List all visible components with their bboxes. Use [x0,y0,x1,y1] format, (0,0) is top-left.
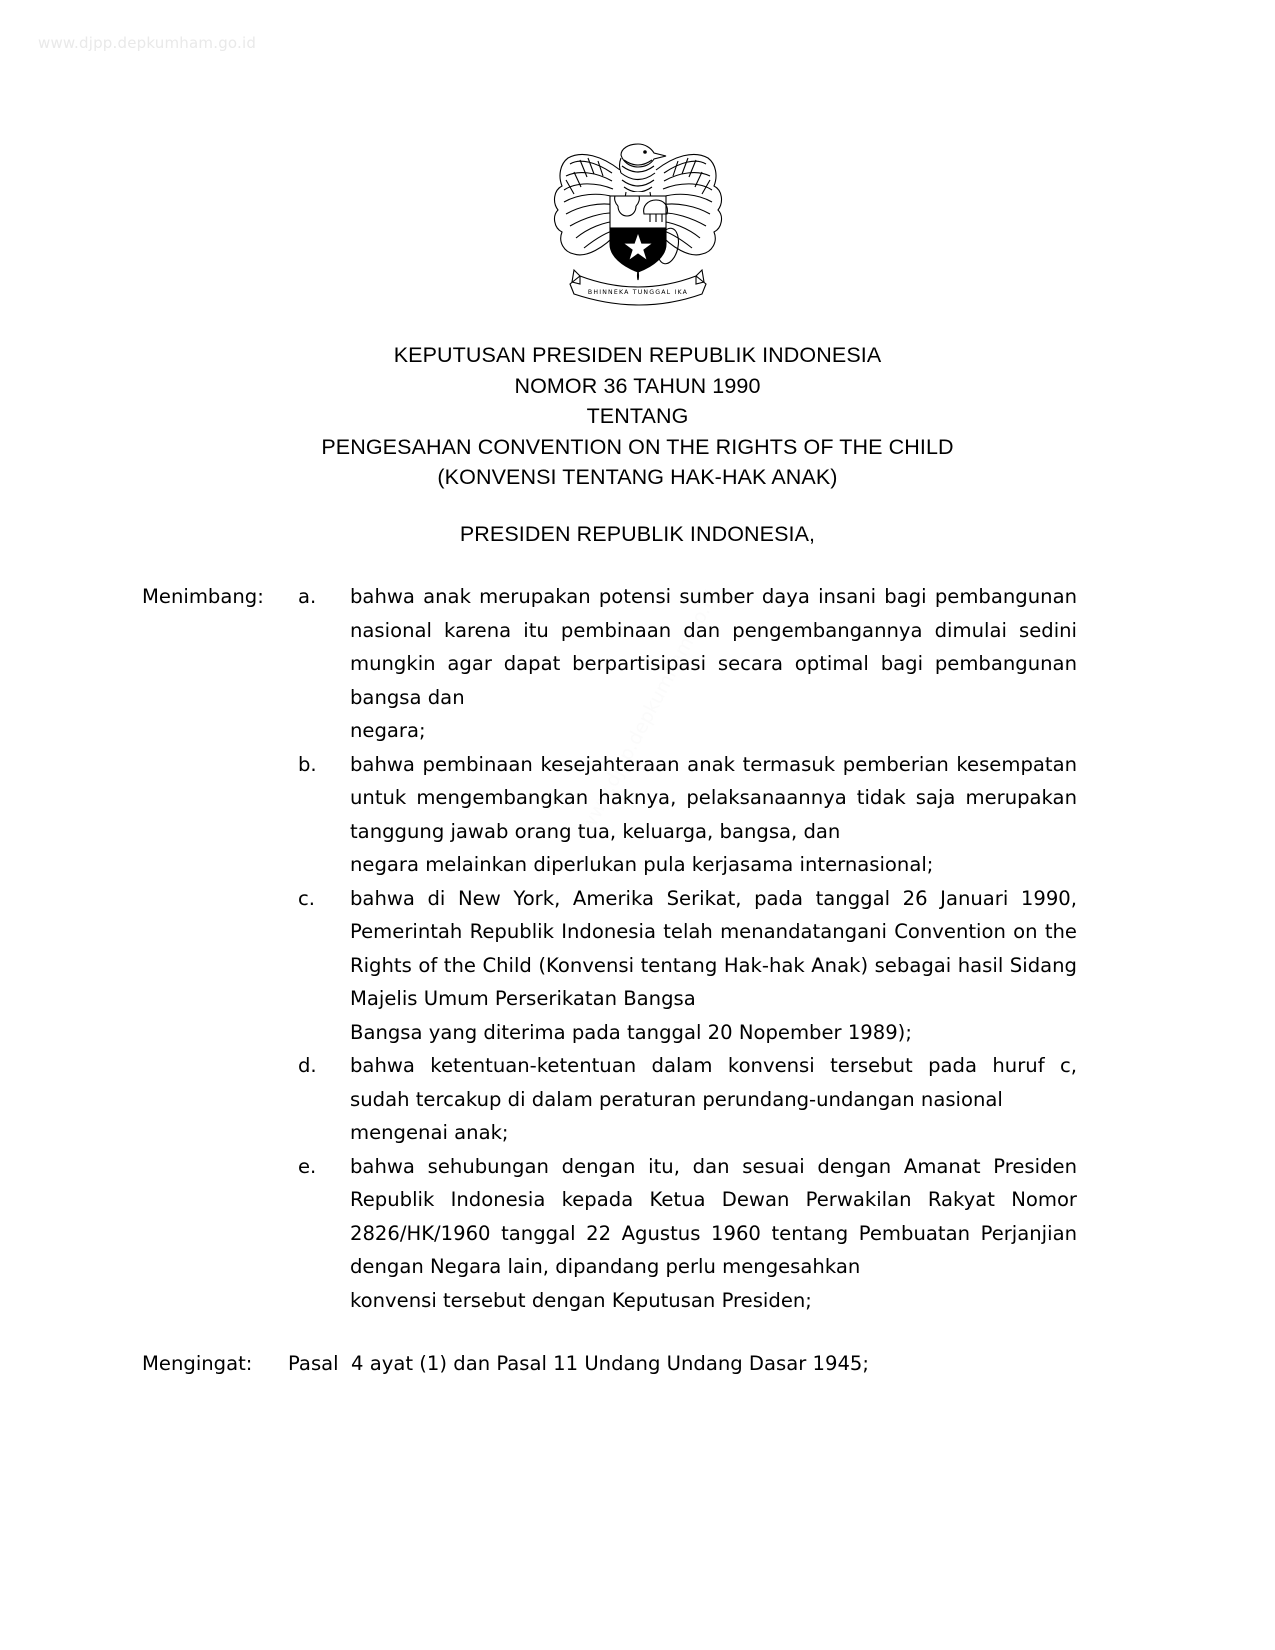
item-text [350,1049,1077,1150]
garuda-pancasila-icon [552,128,724,308]
diagonal-watermark: www.djpp.depkumham.go.id [576,586,724,836]
item-text [350,748,1077,882]
item-marker: d. [298,1054,317,1077]
title-line-2: NOMOR 36 TAHUN 1990 [514,373,761,398]
item-marker: e. [298,1154,317,1178]
item-body-tail: konvensi tersebut dengan Keputusan Presiden; [350,1288,812,1312]
item-marker: b. [298,752,317,776]
item-body: bahwa anak merupakan potensi sumber daya insani bagi pembangunan nasional karena itu pembinaan dan pengembangannya dimulai sedini mungkin agar dapat berpartisipasi secara optimal bagi pembangunan bangsa dan [350,585,1077,709]
consideration-item-b [142,748,1077,882]
item-marker: a. [298,585,317,608]
consideration-item-a [142,580,1077,748]
document-title [0,340,1275,493]
site-url-watermark: www.djpp.depkumham.go.id [38,34,257,52]
title-line-3: TENTANG [586,404,689,428]
item-body-tail: negara melainkan diperlukan pula kerjasama internasional; [350,853,934,876]
emblem-container [0,128,1275,312]
item-body-tail: mengenai anak; [350,1121,509,1144]
issuing-authority: PRESIDEN REPUBLIK INDONESIA, [459,522,816,546]
title-line-1: KEPUTUSAN PRESIDEN REPUBLIK INDONESIA [393,343,882,367]
item-body-tail: negara; [350,719,426,742]
item-body-tail: Bangsa yang diterima pada tanggal 20 Nopember 1989); [350,1020,912,1044]
item-marker: c. [298,886,316,910]
item-text [350,580,1077,748]
consideration-item-e [142,1150,1077,1318]
item-body: bahwa sehubungan dengan itu, dan sesuai dengan Amanat Presiden Republik Indonesia kepada Ketua Dewan Perwakilan Rakyat Nomor 2826/HK/1960 tanggal 22 Agustus 1960 tentang Pembuatan Perjanjian dengan Negara lain, dipandang perlu mengesahkan [350,1154,1077,1278]
item-body: bahwa ketentuan-ketentuan dalam konvensi tersebut pada huruf c, sudah tercakup di dalam peraturan perundang-undangan nasional [350,1054,1077,1111]
svg-text:BHINNEKA TUNGGAL IKA: BHINNEKA TUNGGAL IKA [587,289,688,296]
item-text [350,1150,1077,1318]
item-body: bahwa pembinaan kesejahteraan anak termasuk pemberian kesempatan untuk mengembangkan haknya, pelaksanaannya tidak saja merupakan tanggung jawab orang tua, keluarga, bangsa, dan [350,752,1077,843]
legal-basis-text: Pasal 4 ayat (1) dan Pasal 11 Undang Undang Dasar 1945; [288,1352,869,1375]
document-body [142,580,1077,1381]
legal-basis-row [142,1347,1077,1381]
mengingat-label: Mengingat: [142,1352,253,1375]
menimbang-label: Menimbang: [142,585,264,608]
consideration-item-c [142,882,1077,1050]
consideration-item-d [142,1049,1077,1150]
title-line-4: PENGESAHAN CONVENTION ON THE RIGHTS OF THE CHILD [321,434,954,459]
item-body: bahwa di New York, Amerika Serikat, pada tanggal 26 Januari 1990, Pemerintah Republik Indonesia telah menandatangani Convention on the Rights of the Child (Konvensi tentang Hak-hak Anak) sebagai hasil Sidang Majelis Umum Perserikatan Bangsa [350,886,1077,1010]
item-text [350,882,1077,1050]
title-line-5: (KONVENSI TENTANG HAK-HAK ANAK) [437,465,838,489]
